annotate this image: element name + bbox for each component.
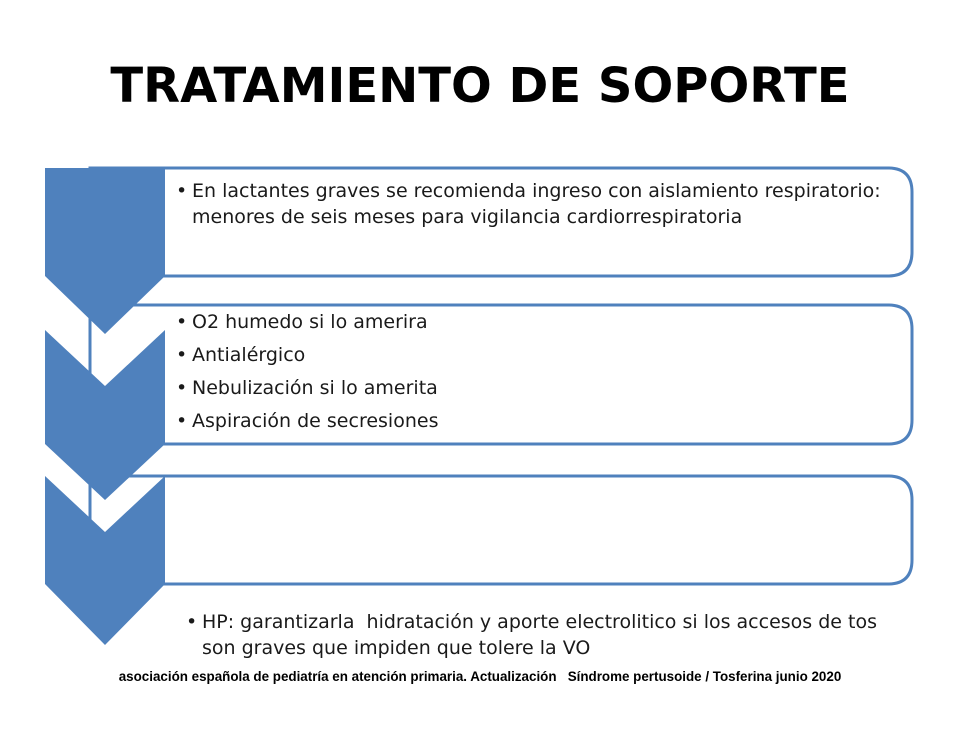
step-1-content — [172, 178, 892, 230]
step-2-bullet: • O2 humedo si lo amerira — [172, 309, 892, 335]
step-3-bullet: • HP: garantizarla hidratación y aporte electrolitico si los accesos de tos son graves que impiden que tolere la VO — [182, 609, 892, 661]
step-1-bullet: • En lactantes graves se recomienda ingreso con aislamiento respiratorio: menores de seis meses para vigilancia cardiorrespiratoria — [172, 178, 892, 230]
slide-title: TRATAMIENTO DE SOPORTE — [110, 58, 850, 114]
step-2-bullet: • Antialérgico — [172, 342, 892, 368]
source-footer: asociación española de pediatría en atención primaria. Actualización Síndrome pertusoide / Tosferina junio 2020 — [118, 669, 842, 684]
step-2-bullet: • Nebulización si lo amerita — [172, 375, 892, 401]
step-2-content — [172, 309, 892, 441]
step-3-content — [182, 505, 892, 739]
step-2-bullet: • Aspiración de secresiones — [172, 408, 892, 434]
